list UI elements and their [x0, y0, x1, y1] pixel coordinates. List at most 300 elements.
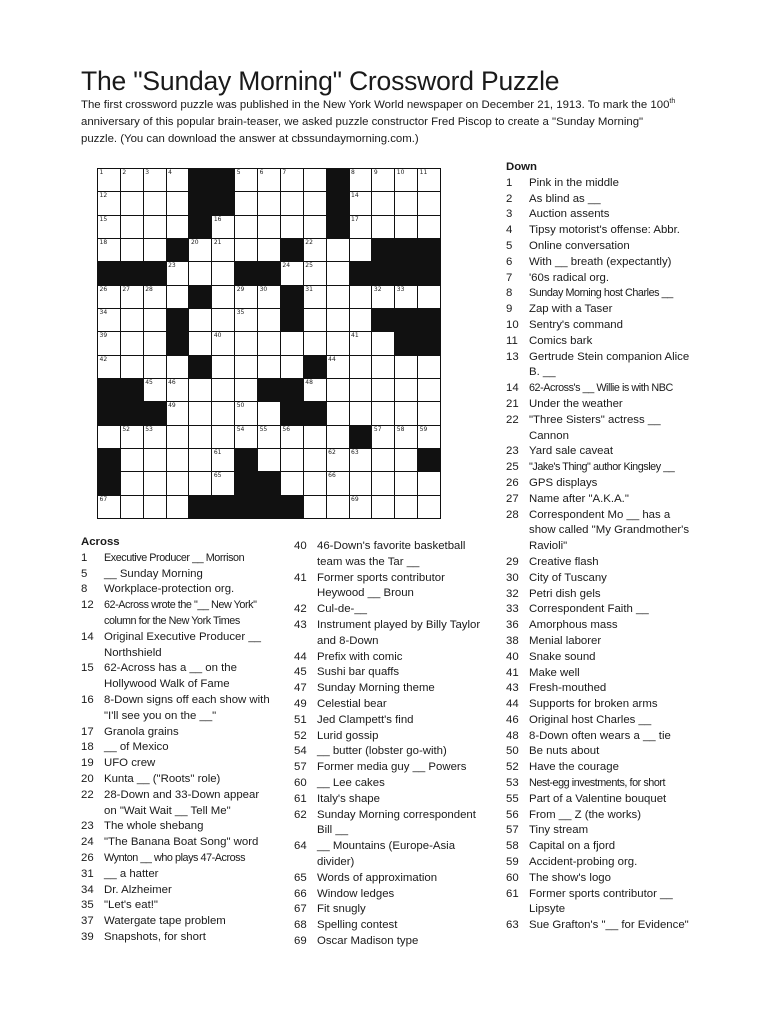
grid-cell[interactable]	[212, 356, 234, 378]
grid-cell[interactable]	[98, 426, 120, 448]
grid-cell[interactable]	[350, 449, 372, 471]
black-square	[212, 169, 234, 191]
grid-cell[interactable]	[350, 402, 372, 424]
grid-cell[interactable]	[304, 332, 326, 354]
grid-cell[interactable]	[212, 426, 234, 448]
clue-number: 43	[506, 682, 519, 695]
grid-cell[interactable]	[418, 356, 440, 378]
grid-cell[interactable]	[350, 332, 372, 354]
grid-cell[interactable]	[98, 216, 120, 238]
clue-number: 17	[81, 725, 94, 738]
grid-cell[interactable]	[372, 496, 394, 518]
grid-cell[interactable]	[395, 356, 417, 378]
cell-number: 62	[328, 449, 336, 456]
clue-number: 14	[506, 382, 519, 395]
clue-text: Former sports contributor __ Lipsyte	[529, 887, 673, 916]
grid-cell[interactable]	[98, 192, 120, 214]
grid-cell[interactable]	[258, 192, 280, 214]
grid-cell[interactable]	[395, 286, 417, 308]
black-square	[144, 402, 166, 424]
grid-cell[interactable]	[235, 309, 257, 331]
clue-number: 13	[506, 350, 519, 363]
grid-cell[interactable]	[144, 472, 166, 494]
cell-number: 8	[351, 169, 355, 176]
clue	[294, 681, 484, 697]
clue-number: 64	[294, 840, 307, 853]
clue-number: 51	[294, 713, 307, 726]
clue	[506, 192, 691, 208]
clue	[81, 835, 271, 851]
grid-cell[interactable]	[189, 472, 211, 494]
grid-cell[interactable]	[121, 169, 143, 191]
clue	[294, 713, 484, 729]
grid-cell[interactable]	[327, 426, 349, 448]
grid-cell[interactable]	[350, 496, 372, 518]
black-square	[167, 239, 189, 261]
clue	[294, 918, 484, 934]
clue-text: Part of a Valentine bouquet	[529, 792, 667, 805]
clue-number: 59	[506, 856, 519, 869]
grid-cell[interactable]	[212, 262, 234, 284]
black-square	[98, 402, 120, 424]
grid-cell[interactable]	[372, 332, 394, 354]
grid-cell[interactable]	[372, 169, 394, 191]
grid-cell[interactable]	[235, 239, 257, 261]
grid-cell[interactable]	[121, 449, 143, 471]
cell-number: 54	[236, 425, 245, 433]
grid-cell[interactable]	[372, 472, 394, 494]
grid-cell[interactable]	[189, 262, 211, 284]
intro-line	[81, 97, 691, 114]
grid-cell[interactable]	[167, 426, 189, 448]
clue-number: 5	[81, 567, 88, 580]
clue-number: 57	[506, 824, 519, 837]
grid-cell[interactable]	[372, 449, 394, 471]
across-clues	[81, 535, 271, 946]
grid-cell[interactable]	[281, 192, 303, 214]
grid-cell[interactable]	[258, 239, 280, 261]
clue	[506, 492, 691, 508]
black-square	[258, 379, 280, 401]
clue-number: 1	[81, 551, 88, 564]
cell-number: 31	[305, 285, 313, 293]
grid-cell[interactable]	[350, 216, 372, 238]
grid-cell[interactable]	[395, 192, 417, 214]
black-square	[304, 356, 326, 378]
clue-text: With __ breath (expectantly)	[529, 255, 672, 268]
grid-cell[interactable]	[281, 262, 303, 284]
clue	[294, 887, 484, 903]
clue-number: 50	[506, 745, 519, 758]
clue	[506, 555, 691, 571]
grid-cell[interactable]	[144, 356, 166, 378]
grid-cell[interactable]	[167, 472, 189, 494]
clue-text: Sunday Morning host Charles __	[529, 287, 673, 300]
grid-cell[interactable]	[121, 496, 143, 518]
cell-number: 18	[99, 239, 108, 246]
grid-cell[interactable]	[395, 426, 417, 448]
cell-number: 30	[259, 285, 268, 293]
grid-cell[interactable]	[395, 379, 417, 401]
grid-cell[interactable]	[167, 496, 189, 518]
grid-cell[interactable]	[98, 169, 120, 191]
grid-cell[interactable]	[304, 309, 326, 331]
grid-cell[interactable]	[418, 379, 440, 401]
clue-number: 68	[294, 919, 307, 932]
black-square	[98, 379, 120, 401]
grid-cell[interactable]	[212, 309, 234, 331]
grid-cell[interactable]	[350, 286, 372, 308]
clue	[506, 887, 691, 919]
clue	[506, 302, 691, 318]
across-clues-continued	[294, 539, 484, 950]
clue-text: Former media guy __ Powers	[317, 761, 467, 774]
grid-cell[interactable]	[258, 169, 280, 191]
clue-text: Pink in the middle	[529, 176, 619, 189]
grid-cell[interactable]	[281, 356, 303, 378]
grid-cell[interactable]	[327, 262, 349, 284]
cell-number: 3	[145, 169, 150, 176]
clue	[506, 760, 691, 776]
grid-cell[interactable]	[235, 216, 257, 238]
grid-cell[interactable]	[189, 332, 211, 354]
grid-cell[interactable]	[212, 332, 234, 354]
grid-cell[interactable]	[327, 402, 349, 424]
grid-cell[interactable]	[167, 449, 189, 471]
clue-number: 5	[506, 239, 513, 252]
clue	[506, 223, 691, 239]
grid-cell[interactable]	[98, 332, 120, 354]
grid-cell[interactable]	[258, 402, 280, 424]
grid-cell[interactable]	[144, 192, 166, 214]
clue-number: 33	[506, 603, 519, 616]
grid-cell[interactable]	[327, 309, 349, 331]
grid-cell[interactable]	[418, 426, 440, 448]
clue	[506, 207, 691, 223]
clue-text: Tiny stream	[529, 824, 589, 837]
grid-cell[interactable]	[258, 286, 280, 308]
clue	[294, 871, 484, 887]
grid-cell[interactable]	[98, 356, 120, 378]
grid-cell[interactable]	[212, 449, 234, 471]
clue-number: 30	[506, 571, 519, 584]
grid-cell[interactable]	[350, 379, 372, 401]
grid-cell[interactable]	[350, 239, 372, 261]
cell-number: 4	[168, 169, 172, 176]
grid-cell[interactable]	[327, 332, 349, 354]
clue	[81, 693, 271, 725]
grid-cell[interactable]	[304, 496, 326, 518]
clue-number: 10	[506, 318, 519, 331]
intro-text: The first crossword puzzle was published in the New York World newspaper on December 21, 1913. To mark the 100	[81, 99, 670, 111]
grid-cell[interactable]	[212, 379, 234, 401]
clue-text: __ butter (lobster go-with)	[317, 745, 447, 758]
cell-number: 53	[145, 425, 153, 433]
clue	[81, 551, 271, 567]
clue-number: 15	[81, 662, 94, 675]
grid-cell[interactable]	[372, 379, 394, 401]
grid-cell[interactable]	[281, 216, 303, 238]
grid-cell[interactable]	[121, 216, 143, 238]
grid-cell[interactable]	[212, 472, 234, 494]
clue-text: "Jake's Thing" author Kingsley __	[529, 461, 675, 474]
grid-cell[interactable]	[235, 402, 257, 424]
grid-cell[interactable]	[372, 426, 394, 448]
grid-cell[interactable]	[327, 379, 349, 401]
cell-number: 40	[213, 332, 222, 340]
clue-number: 23	[81, 820, 94, 833]
clue-number: 34	[81, 883, 94, 896]
clue	[294, 760, 484, 776]
grid-cell[interactable]	[395, 472, 417, 494]
grid-cell[interactable]	[144, 449, 166, 471]
grid-cell[interactable]	[395, 496, 417, 518]
grid-cell[interactable]	[189, 449, 211, 471]
grid-cell[interactable]	[372, 286, 394, 308]
grid-cell[interactable]	[304, 169, 326, 191]
black-square	[372, 309, 394, 331]
grid-cell[interactable]	[144, 239, 166, 261]
grid-cell[interactable]	[281, 169, 303, 191]
grid-cell[interactable]	[121, 356, 143, 378]
black-square	[281, 496, 303, 518]
grid-cell[interactable]	[418, 192, 440, 214]
grid-cell[interactable]	[212, 402, 234, 424]
clue-number: 18	[81, 741, 94, 754]
grid-cell[interactable]	[304, 239, 326, 261]
clue-number: 2	[506, 192, 513, 205]
clue	[81, 914, 271, 930]
clue-number: 46	[506, 713, 519, 726]
black-square	[121, 262, 143, 284]
clue-number: 48	[506, 729, 519, 742]
grid-cell[interactable]	[212, 286, 234, 308]
clue-text: Fit snugly	[317, 903, 366, 916]
clue-number: 40	[506, 650, 519, 663]
grid-cell[interactable]	[418, 472, 440, 494]
grid-cell[interactable]	[304, 426, 326, 448]
clue-text: 62-Across wrote the "__ New York" column for the New York Times	[104, 599, 257, 627]
clue-text: __ a hatter	[104, 867, 159, 880]
grid-cell[interactable]	[350, 169, 372, 191]
grid-cell[interactable]	[144, 496, 166, 518]
grid-cell[interactable]	[418, 286, 440, 308]
grid-cell[interactable]	[235, 192, 257, 214]
grid-cell[interactable]	[395, 216, 417, 238]
grid-cell[interactable]	[350, 472, 372, 494]
grid-cell[interactable]	[189, 379, 211, 401]
grid-cell[interactable]	[281, 426, 303, 448]
cell-number: 52	[122, 425, 130, 433]
grid-cell[interactable]	[235, 169, 257, 191]
grid-cell[interactable]	[258, 216, 280, 238]
clue-text: Under the weather	[529, 397, 623, 410]
grid-cell[interactable]	[189, 402, 211, 424]
grid-cell[interactable]	[327, 356, 349, 378]
grid-cell[interactable]	[144, 169, 166, 191]
grid-cell[interactable]	[144, 426, 166, 448]
grid-cell[interactable]	[121, 426, 143, 448]
grid-cell[interactable]	[189, 426, 211, 448]
clue	[81, 756, 271, 772]
grid-cell[interactable]	[372, 402, 394, 424]
grid-cell[interactable]	[235, 332, 257, 354]
grid-cell[interactable]	[304, 262, 326, 284]
black-square	[98, 449, 120, 471]
grid-cell[interactable]	[304, 192, 326, 214]
grid-cell[interactable]	[395, 402, 417, 424]
grid-cell[interactable]	[212, 239, 234, 261]
grid-cell[interactable]	[418, 169, 440, 191]
grid-cell[interactable]	[304, 216, 326, 238]
grid-cell[interactable]	[212, 216, 234, 238]
intro-paragraph	[81, 97, 691, 148]
grid-cell[interactable]	[281, 332, 303, 354]
grid-cell[interactable]	[235, 356, 257, 378]
grid-cell[interactable]	[167, 216, 189, 238]
down-header: Down	[506, 161, 538, 173]
grid-cell[interactable]	[372, 216, 394, 238]
grid-cell[interactable]	[350, 309, 372, 331]
black-square	[98, 262, 120, 284]
intro-line: puzzle. (You can download the answer at cbssundaymorning.com.)	[81, 133, 419, 145]
grid-cell[interactable]	[418, 496, 440, 518]
grid-cell[interactable]	[121, 332, 143, 354]
grid-cell[interactable]	[418, 402, 440, 424]
grid-cell[interactable]	[144, 379, 166, 401]
black-square	[418, 239, 440, 261]
grid-cell[interactable]	[350, 356, 372, 378]
grid-cell[interactable]	[304, 449, 326, 471]
grid-cell[interactable]	[235, 286, 257, 308]
clue	[506, 318, 691, 334]
grid-cell[interactable]	[98, 286, 120, 308]
clue-text: "The Banana Boat Song" word	[104, 836, 259, 849]
grid-cell[interactable]	[327, 496, 349, 518]
cell-number: 50	[236, 402, 245, 410]
grid-cell[interactable]	[121, 472, 143, 494]
grid-cell[interactable]	[304, 379, 326, 401]
cell-number: 7	[282, 169, 287, 176]
grid-cell[interactable]	[121, 192, 143, 214]
black-square	[189, 286, 211, 308]
grid-cell[interactable]	[327, 239, 349, 261]
grid-cell[interactable]	[281, 449, 303, 471]
grid-cell[interactable]	[235, 426, 257, 448]
grid-cell[interactable]	[189, 309, 211, 331]
cell-number: 56	[282, 425, 291, 433]
grid-cell[interactable]	[98, 496, 120, 518]
clue-text: Gertrude Stein companion Alice B. __	[529, 350, 690, 379]
clue-text: The show's logo	[529, 871, 611, 884]
grid-cell[interactable]	[167, 169, 189, 191]
clue-text: Snake sound	[529, 650, 596, 663]
black-square	[418, 332, 440, 354]
black-square	[144, 262, 166, 284]
cell-number: 20	[190, 239, 199, 246]
grid-cell[interactable]	[98, 309, 120, 331]
grid-cell[interactable]	[258, 332, 280, 354]
grid-cell[interactable]	[372, 356, 394, 378]
clue	[294, 902, 484, 918]
clue-text: Granola grains	[104, 725, 179, 738]
grid-cell[interactable]	[189, 239, 211, 261]
grid-cell[interactable]	[327, 286, 349, 308]
grid-cell[interactable]	[144, 286, 166, 308]
clue-text: Window ledges	[317, 887, 395, 900]
clue-text: Sunday Morning theme	[317, 682, 435, 695]
grid-cell[interactable]	[258, 309, 280, 331]
grid-cell[interactable]	[281, 472, 303, 494]
cell-number: 69	[351, 495, 359, 503]
intro-line: anniversary of this popular brain-teaser, we asked puzzle constructor Fred Piscop to create a "Sunday Morning"	[81, 116, 644, 128]
clue-text: Words of approximation	[317, 871, 438, 884]
black-square	[304, 402, 326, 424]
black-square	[189, 356, 211, 378]
cell-number: 49	[168, 402, 176, 410]
black-square	[327, 192, 349, 214]
grid-cell[interactable]	[167, 286, 189, 308]
grid-cell[interactable]	[98, 239, 120, 261]
black-square	[235, 496, 257, 518]
clue	[81, 598, 271, 630]
grid-cell[interactable]	[121, 286, 143, 308]
grid-cell[interactable]	[144, 216, 166, 238]
clue-text: __ Mountains (Europe-Asia divider)	[317, 840, 456, 868]
grid-cell[interactable]	[167, 379, 189, 401]
black-square	[167, 332, 189, 354]
grid-cell[interactable]	[235, 379, 257, 401]
cell-number: 65	[213, 472, 222, 480]
grid-cell[interactable]	[304, 286, 326, 308]
grid-cell[interactable]	[395, 449, 417, 471]
grid-cell[interactable]	[304, 472, 326, 494]
grid-cell[interactable]	[258, 426, 280, 448]
clue-text: '60s radical org.	[529, 271, 610, 284]
clue-text: __ Lee cakes	[317, 776, 385, 789]
grid-cell[interactable]	[327, 472, 349, 494]
grid-cell[interactable]	[121, 239, 143, 261]
clue-number: 38	[506, 634, 519, 647]
clue-number: 8	[506, 287, 513, 300]
grid-cell[interactable]	[121, 309, 143, 331]
clue-text: As blind as __	[529, 192, 601, 205]
grid-cell[interactable]	[144, 309, 166, 331]
grid-cell[interactable]	[144, 332, 166, 354]
clue-number: 14	[81, 630, 94, 643]
grid-cell[interactable]	[327, 449, 349, 471]
clue-number: 52	[506, 761, 519, 774]
clue-text: Prefix with comic	[317, 650, 403, 663]
clue-number: 12	[81, 599, 94, 612]
clue-number: 55	[506, 792, 519, 805]
clue-number: 56	[506, 808, 519, 821]
clue	[81, 740, 271, 756]
clue	[81, 851, 271, 867]
grid-cell[interactable]	[258, 449, 280, 471]
black-square	[327, 216, 349, 238]
grid-cell[interactable]	[167, 402, 189, 424]
grid-cell[interactable]	[418, 216, 440, 238]
grid-cell[interactable]	[372, 192, 394, 214]
grid-cell[interactable]	[350, 192, 372, 214]
grid-cell[interactable]	[395, 169, 417, 191]
grid-cell[interactable]	[167, 262, 189, 284]
grid-cell[interactable]	[167, 192, 189, 214]
clue	[506, 618, 691, 634]
grid-cell[interactable]	[167, 356, 189, 378]
grid-cell[interactable]	[258, 356, 280, 378]
